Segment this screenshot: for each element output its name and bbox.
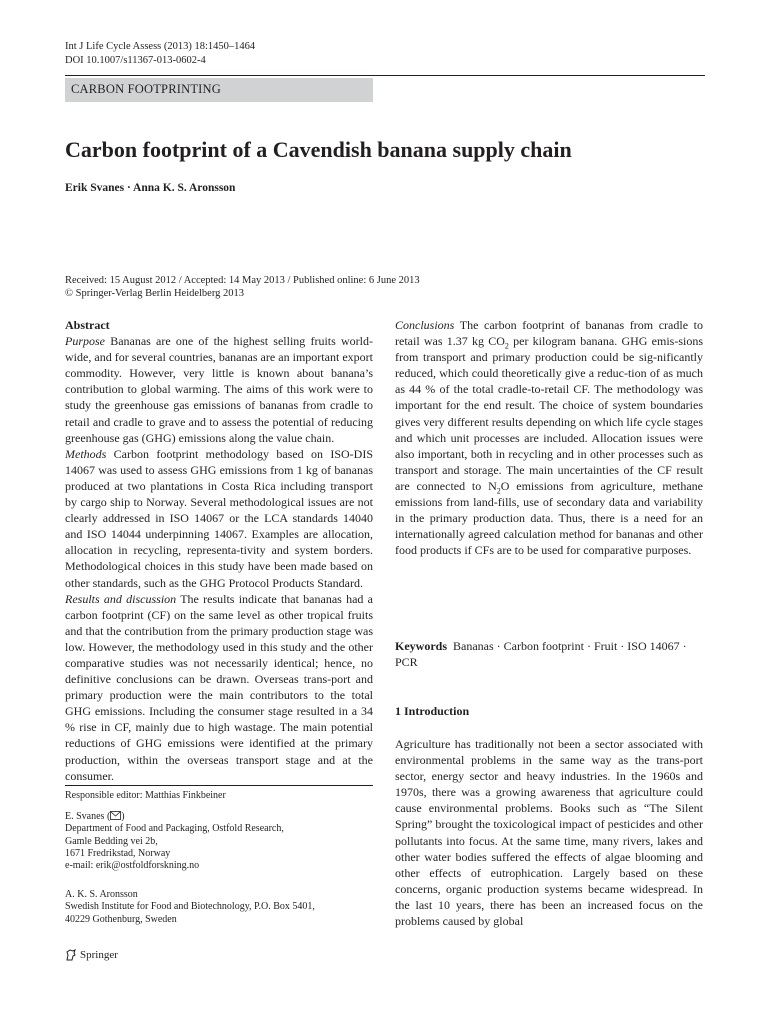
responsible-editor: Responsible editor: Matthias Finkbeiner <box>65 790 226 801</box>
author2-affiliation: A. K. S. Aronsson Swedish Institute for Food and Biotechnology, P.O. Box 5401, 40229 Gothenburg, Sweden <box>65 889 315 925</box>
publisher-footer <box>65 949 118 961</box>
publisher-name: Springer <box>80 949 118 961</box>
footnote-rule <box>65 785 373 786</box>
abstract-results: Results and discussion The results indicate that bananas had a carbon footprint (CF) on the same level as other tropical fruits and that the contribution from the primary production stage was low. However, the methodology used in this study and the other comparative studies was not necessarily identical; hence, no definitive conclusions can be drawn. Overseas trans-port and primary production were the main contributors to the total GHG emissions. Including the consumer stage resulted in a 34 % rise in CF, mainly due to high wastage. The main potential reductions of GHG emissions were identified at the primary production, within the overseas transport stage and at the consumer. <box>65 591 373 783</box>
abstract-purpose: Purpose Bananas are one of the highest selling fruits world-wide, and for several countries, bananas are an important export commodity. However, very little is known about banana’s contribution to global warming. The aims of this work were to study the greenhouse gas emissions of bananas from cradle to retail and cradle to grave and to assess the potential of reducing greenhouse gas (GHG) emissions along the value chain. <box>65 334 373 445</box>
abstract-methods: Methods Carbon footprint methodology based on ISO-DIS 14067 was used to assess GHG emissions from 1 kg of bananas produced at two plantations in Costa Rica including transport by cargo ship to Norway. Several methodological issues are not clearly addressed in ISO 14067 or the LCA standards 14040 and ISO 14044 underpinning 14067. Examples are allocation, allocation in recycling, representa-tivity and system borders. Methodological choices in this study have been made based on other standards, such as the GHG Protocol Products Standard. <box>65 446 374 590</box>
springer-horse-icon <box>65 949 77 961</box>
introduction-heading: 1 Introduction <box>395 704 470 718</box>
author-list: Erik Svanes · Anna K. S. Aronsson <box>65 182 236 194</box>
author1-affiliation: E. Svanes ( ) Department of Food and Packaging, Ostfold Research, Gamle Bedding vei 2b, 1671 Fredrikstad, Norway e-mail: erik@ostfoldforskning.no <box>65 811 284 872</box>
header-rule <box>65 75 705 76</box>
publication-dates: Received: 15 August 2012 / Accepted: 14 May 2013 / Published online: 6 June 2013 <box>65 275 420 286</box>
abstract-conclusions: Conclusions The carbon footprint of bananas from cradle to retail was 1.37 kg $CO_2$ per kilogram banana. GHG emis-sions from transport and primary production could be sig-nificantly reduced, which could theoretically give a reduc-tion of as much as 44 % of the total cradle-to-retail CF. The methodology was important for the end result. The choice of system boundaries gives very different results depending on which life cycle stages and which unit processes are included. Allocation issues were also important, both in recycling and in other processes such as transport and storage. The main uncertainties of the CF result are connected to $N_2O$ emissions from agriculture, methane emissions from land-fills, use of secondary data and variability in the primary production data. Thus, there is a need for an internationally agreed calculation method for bananas and other food products if CFs are to be used for comparative purposes. <box>395 318 704 558</box>
author1-email[interactable]: e-mail: erik@ostfoldforskning.no <box>65 860 200 872</box>
abstract-heading: Abstract <box>65 318 110 332</box>
introduction-text: Agriculture has traditionally not been a sector associated with environmental problems in the same way as the trans-port sector, energy sector and heavy industries. In the 1960s and 1970s, there was a growing awareness that agriculture could cause environmental problems. Books such as “The Silent Spring” brought the toxicological impact of pesticides and other pollutants into focus. At the same time, many rivers, lakes and other water bodies suffered the effects of algae blooming and other effects of eutrophication. Largely based on these concerns, organic production systems became widespread. In the last 10 years, there has been an increased focus on the problems caused by global <box>395 737 703 929</box>
copyright-notice: © Springer-Verlag Berlin Heidelberg 2013 <box>65 288 245 299</box>
envelope-icon <box>110 811 121 820</box>
abstract-column-left <box>65 317 373 784</box>
article-dates <box>65 274 420 300</box>
keywords: Keywords Bananas · Carbon footprint · Fruit · ISO 14067 · PCR <box>395 639 687 670</box>
section-label: CARBON FOOTPRINTING <box>65 78 373 102</box>
doi[interactable]: DOI 10.1007/s11367-013-0602-4 <box>65 55 206 66</box>
article-title: Carbon footprint of a Cavendish banana supply chain <box>65 137 572 162</box>
abstract-column-right <box>395 317 703 558</box>
journal-citation: Int J Life Cycle Assess (2013) 18:1450–1464 <box>65 41 256 52</box>
